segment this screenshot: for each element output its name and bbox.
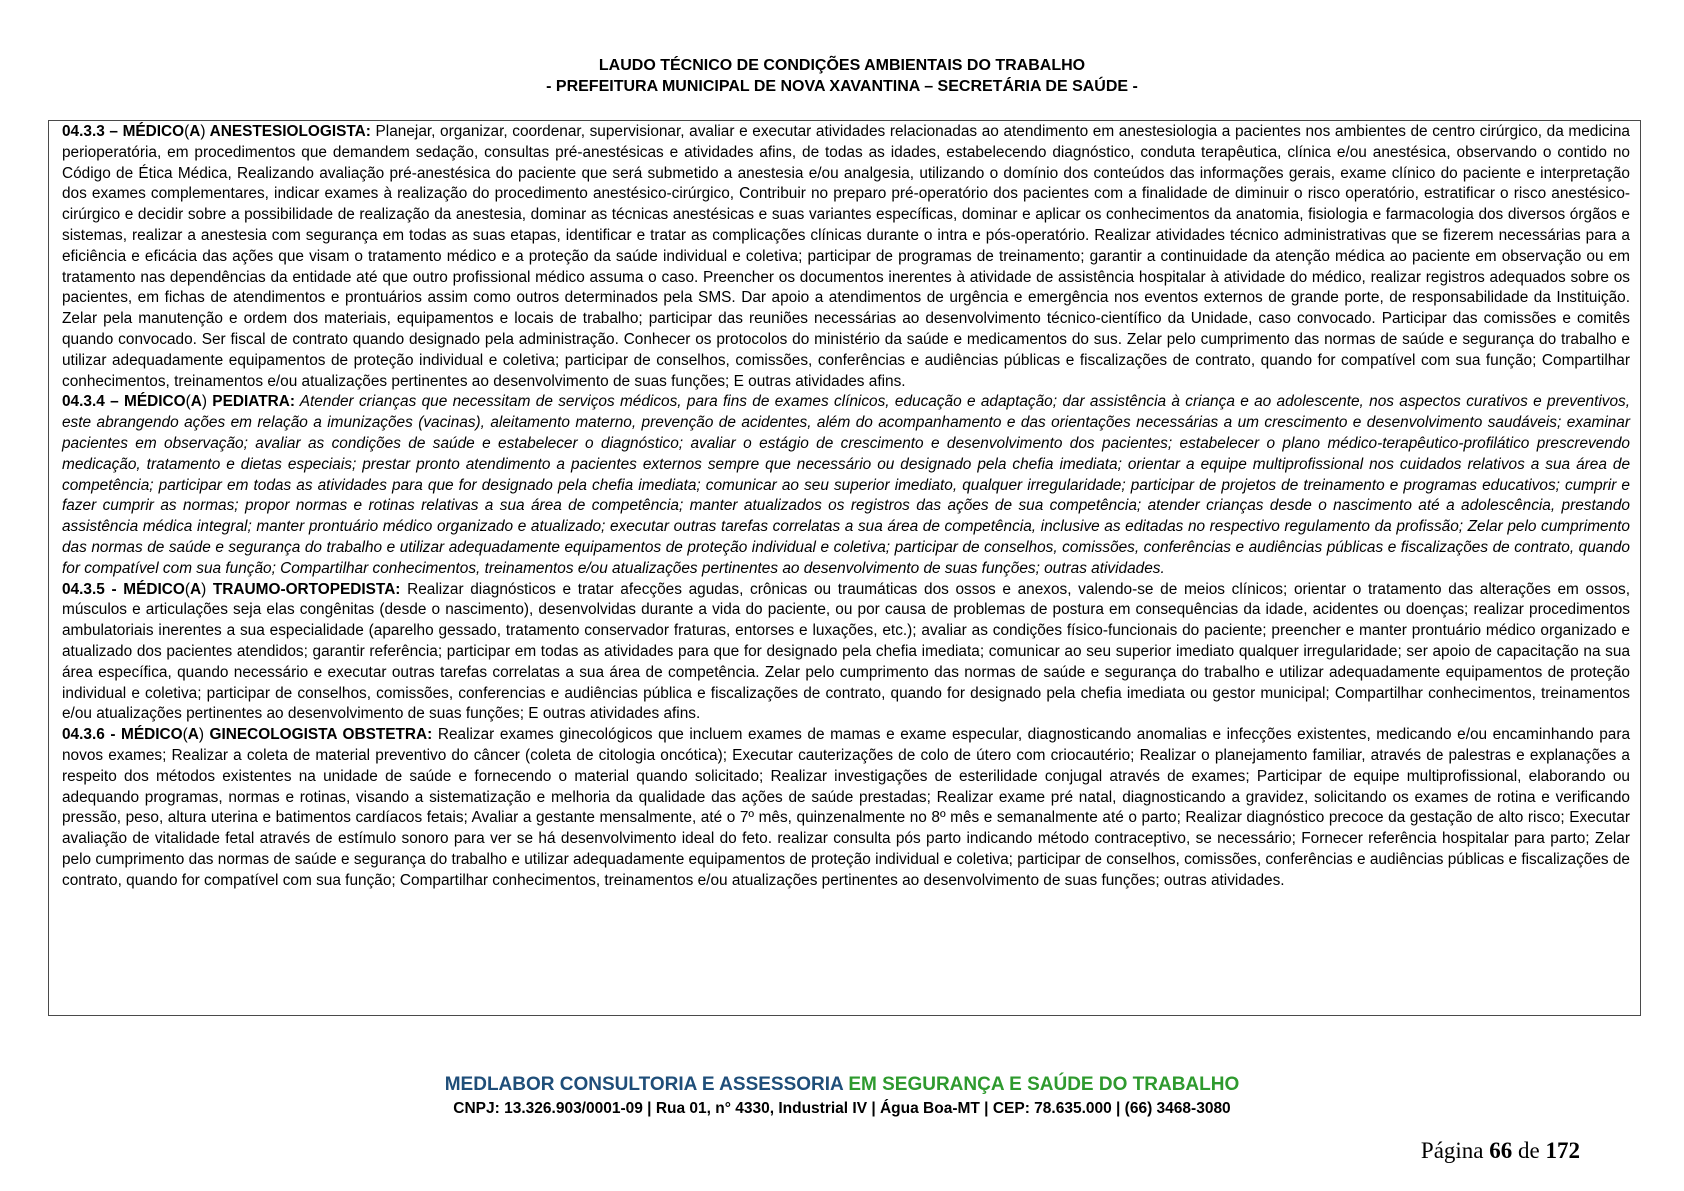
section-paren-open: ( bbox=[184, 580, 190, 598]
section-role: ANESTESIOLOGISTA: bbox=[205, 123, 371, 140]
section-text: Realizar exames ginecológicos que incluem exames de mamas e exame especular, diagnosticando anomalias e infecções existentes, medicando e/ou encaminhando para novos exames; Realizar a coleta de material preventivo do câncer (coleta de citologia oncótica); Executar cauterizações de colo de útero com criocautério; Realizar o planejamento familiar, através de palestras e explanações a respeito dos métodos existentes na unidade de saúde e fornecendo o material quando solicitado; Realizar investigações de esterilidade conjugal através de exames; Participar de equipe multiprofissional, elaborando ou adequando programas, normas e rotinas, visando a sistematização e melhoria da qualidade das ações de saúde prestadas; Realizar exame pré natal, diagnosticando a gravidez, solicitando os exames de rotina e verificando pressão, peso, altura uterina e batimentos cardíacos fetais; Avaliar a gestante mensalmente, até o 7º mês, quinzenalmente no 8º mês e semanalmente até o parto; Realizar diagnóstico precoce da gestação de alto risco; Executar avaliação de vitalidade fetal através de estímulo sonoro para ver se há desenvolvimento ideal do feto. realizar consulta pós parto indicando método contraceptivo, se necessário; Fornecer referência hospitalar para parto; Zelar pelo cumprimento das normas de saúde e segurança do trabalho e utilizar adequadamente equipamentos de proteção individual e coletiva; participar de conselhos, comissões, conferências e audiências públicas e fiscalizações de contrato, quando for compatível com sua função; Compartilhar conhecimentos, treinamentos e/ou atualizações pertinentes ao desenvolvimento de suas funções; outras atividades. bbox=[62, 726, 1630, 889]
section-paren-close: ) bbox=[201, 393, 207, 411]
section-letter: A bbox=[189, 123, 201, 140]
section-text: Atender crianças que necessitam de serviços médicos, para fins de exames clínicos, educação e adaptação; dar assistência à criança e ao adolescente, nos aspectos curativos e preventivos, este abrangendo ações em relação a imunizações (vacinas), aleitamento materno, prevenção de acidentes, além do acompanhamento e das orientações necessárias a um crescimento e desenvolvimento saudáveis; examinar pacientes em observação; avaliar as condições de saúde e estabelecer o diagnóstico; avaliar o estágio de crescimento e desenvolvimento dos pacientes; estabelecer o plano médico-terapêutico-profilático prescrevendo medicação, tratamento e dietas especiais; prestar pronto atendimento a pacientes externos sempre que necessário ou designado pela chefia imediata; orientar a equipe multiprofissional nos cuidados relativos a sua área de competência; participar em todas as atividades para que for designado pela chefia imediata; comunicar ao seu superior imediato, qualquer irregularidade; participar de projetos de treinamento e programas educativos; cumprir e fazer cumprir as normas; propor normas e rotinas relativas a sua área de competência; manter atualizados os registros das ações de sua competência; atender crianças desde o nascimento até a adolescência, prestando assistência médica integral; manter prontuário médico organizado e atualizado; executar outras tarefas correlatas a sua área de competência, inclusive as editadas no respectivo regulamento da profissão; Zelar pelo cumprimento das normas de saúde e segurança do trabalho e utilizar adequadamente equipamentos de proteção individual e coletiva; participar de conselhos, comissões, conferências e audiências públicas e fiscalizações de contrato, quando for compatível com sua função; Compartilhar conhecimentos, treinamentos e/ou atualizações pertinentes ao desenvolvimento de suas funções; outras atividades. bbox=[62, 393, 1630, 577]
section-traumo-ortopedista bbox=[62, 580, 1630, 726]
section-letter: A bbox=[190, 393, 202, 411]
section-letter: A bbox=[187, 726, 199, 744]
page-total: 172 bbox=[1545, 1138, 1580, 1163]
section-code: 04.3.4 – MÉDICO bbox=[62, 393, 186, 411]
section-text: Realizar diagnósticos e tratar afecções agudas, crônicas ou traumáticas dos ossos e anexos, valendo-se de meios clínicos; orientar o tratamento das alterações em ossos, músculos e articulações seja elas congênitas (desde o nascimento), desenvolvidas durante a vida do paciente, ou por causa de problemas de postura em consequências da idade, acidentes ou doenças; realizar procedimentos ambulatoriais inerentes a sua especialidade (aparelho gessado, tratamento conservador fraturas, entorses e luxações, etc.); avaliar as condições físico-funcionais do paciente; preencher e manter prontuário médico organizado e atualizado dos pacientes atendidos; garantir referência; participar em todas as atividades para que for designado pela chefia imediata; comunicar ao seu superior imediato qualquer irregularidade; ser apoio de capacitação na sua área específica, quando necessário e executar outras tarefas correlatas a sua área de competência. Zelar pelo cumprimento das normas de saúde e segurança do trabalho e utilizar adequadamente equipamentos de proteção individual e coletiva; participar de conselhos, comissões, conferencias e audiências pública e fiscalizações de contrato, quando for designado pela chefia imediata ou gestor municipal; Compartilhar conhecimentos, treinamentos e/ou atualizações pertinentes ao desenvolvimento de suas funções; E outras atividades afins. bbox=[62, 580, 1630, 723]
section-text: Planejar, organizar, coordenar, supervisionar, avaliar e executar atividades relacionadas ao atendimento em anestesiologia a pacientes nos ambientes de centro cirúrgico, da medicina perioperatória, em procedimentos que demandem sedação, consultas pré-anestésicas e atividades afins, de todas as idades, estabelecendo diagnóstico, conduta terapêutica, clínica e/ou anestésica, observando o contido no Código de Ética Médica, Realizando avaliação pré-anestésica do paciente que será submetido a anestesia e/ou analgesia, utilizando o domínio dos conteúdos das informações gerais, exame clínico do paciente e interpretação dos exames complementares, indicar exames à realização do procedimento anestésico-cirúrgico, Contribuir no preparo pré-operatório dos pacientes com a finalidade de diminuir o risco operatório, estratificar o risco anestésico-cirúrgico e decidir sobre a possibilidade de realização da anestesia, dominar as técnicas anestésicas e suas variantes específicas, dominar e aplicar os conhecimentos da anatomia, fisiologia e farmacologia dos diversos órgãos e sistemas, realizar a anestesia com segurança em todas as suas etapas, identificar e tratar as complicações clínicas durante o intra e pós-operatório. Realizar atividades técnico administrativas que se fizerem necessárias para a eficiência e eficácia das ações que visam o tratamento médico e a proteção da saúde individual e coletiva; participar de programas de treinamento; garantir a continuidade da atenção médica ao paciente em observação ou em tratamento nas dependências da entidade até que outro profissional médico assuma o caso. Preencher os documentos inerentes à atividade de assistência hospitalar à atividade do médico, realizar registros adequados sobre os pacientes, em fichas de atendimentos e prontuários assim como outros determinados pela SMS. Dar apoio a atendimentos de urgência e emergência nos eventos externos de grande porte, de responsabilidade da Instituição. Zelar pela manutenção e ordem dos materiais, equipamentos e locais de trabalho; participar das reuniões necessárias ao desenvolvimento técnico-científico da Unidade, caso convocado. Participar das comissões e comitês quando convocado. Ser fiscal de contrato quando designado pela administração. Conhecer os protocolos do ministério da saúde e medicamentos do sus. Zelar pelo cumprimento das normas de saúde e segurança do trabalho e utilizar adequadamente equipamentos de proteção individual e coletiva; participar de conselhos, comissões, conferências e audiências públicas e fiscalizações de contrato, quando for compatível com sua função; Compartilhar conhecimentos, treinamentos e/ou atualizações pertinentes ao desenvolvimento de suas funções; E outras atividades afins. bbox=[62, 123, 1630, 390]
section-role: TRAUMO-ORTOPEDISTA: bbox=[206, 580, 401, 598]
section-paren-open: ( bbox=[185, 393, 191, 411]
section-paren-close: ) bbox=[198, 726, 204, 744]
company-name bbox=[0, 1073, 1684, 1097]
company-name-green: EM SEGURANÇA E SAÚDE DO TRABALHO bbox=[843, 1074, 1240, 1095]
section-paren-close: ) bbox=[201, 580, 207, 598]
document-header bbox=[0, 55, 1684, 97]
page-sep: de bbox=[1512, 1138, 1546, 1163]
page-current: 66 bbox=[1489, 1138, 1513, 1163]
company-name-blue: MEDLABOR CONSULTORIA E ASSESSORIA bbox=[444, 1074, 844, 1095]
section-paren-open: ( bbox=[184, 123, 190, 140]
section-role: PEDIATRA: bbox=[206, 393, 295, 411]
section-code: 04.3.3 – MÉDICO bbox=[62, 123, 185, 140]
page-number bbox=[1370, 1138, 1580, 1164]
section-code: 04.3.5 - MÉDICO bbox=[62, 580, 185, 598]
section-anestesiologista bbox=[62, 122, 1630, 392]
section-code: 04.3.6 - MÉDICO bbox=[62, 726, 183, 744]
section-role: GINECOLOGISTA OBSTETRA: bbox=[204, 726, 433, 744]
document-footer bbox=[0, 1073, 1684, 1119]
section-paren-close: ) bbox=[200, 123, 206, 140]
document-subtitle: - PREFEITURA MUNICIPAL DE NOVA XAVANTINA – SECRETÁRIA DE SAÚDE - bbox=[546, 78, 1138, 95]
company-address: CNPJ: 13.326.903/0001-09 | Rua 01, n° 4330, Industrial IV | Água Boa-MT | CEP: 78.635.000 | (66) 3468-3080 bbox=[453, 1100, 1231, 1117]
section-letter: A bbox=[189, 580, 202, 598]
section-ginecologista bbox=[62, 725, 1630, 891]
document-title: LAUDO TÉCNICO DE CONDIÇÕES AMBIENTAIS DO TRABALHO bbox=[598, 57, 1086, 74]
content-body bbox=[62, 122, 1630, 891]
section-paren-open: ( bbox=[182, 726, 188, 744]
section-pediatra bbox=[62, 392, 1630, 579]
page-prefix: Página bbox=[1420, 1138, 1490, 1163]
